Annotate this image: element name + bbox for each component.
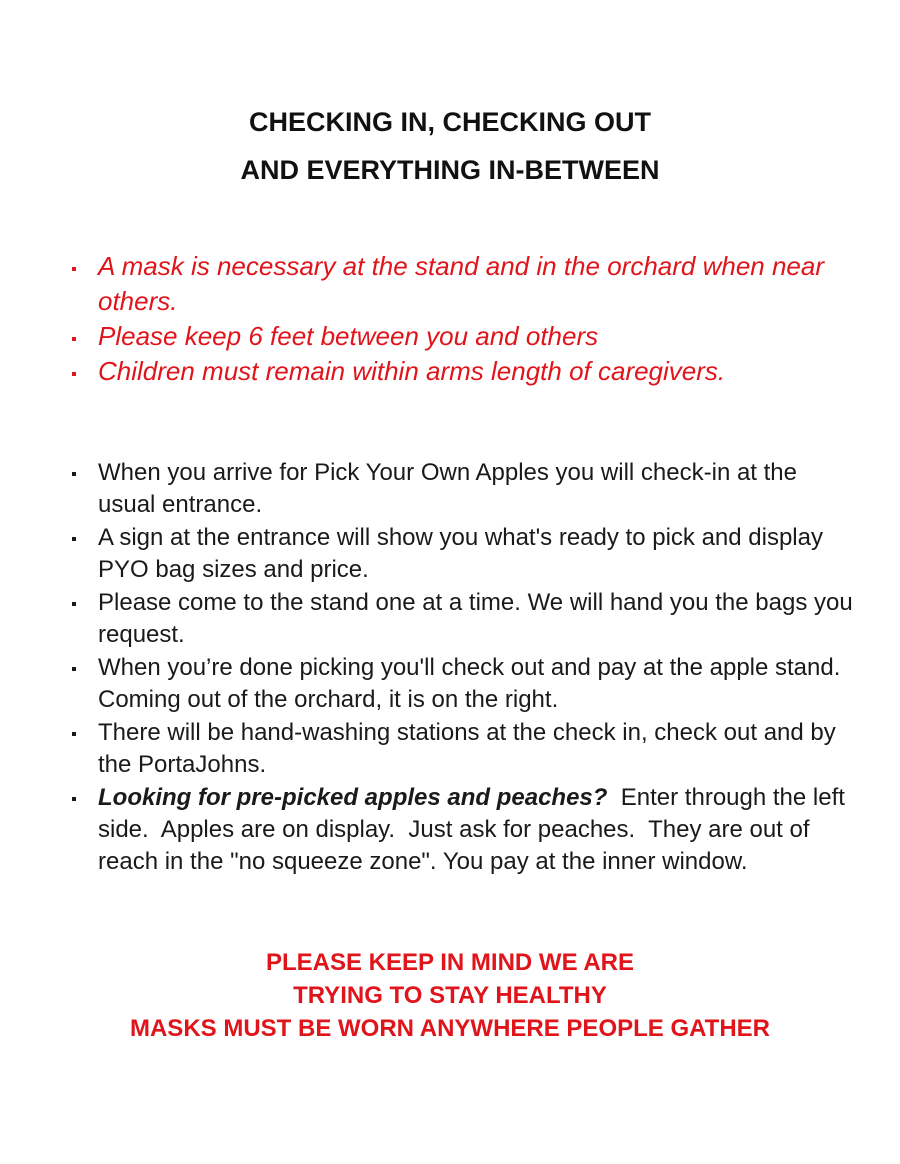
list-item (0, 457, 900, 521)
bullet-icon (72, 537, 76, 541)
safety-rule-text: Please keep 6 feet between you and others (98, 321, 599, 351)
instruction-text: When you’re done picking you'll check out and pay at the apple stand. Coming out of the orchard, it is on the right. (98, 654, 841, 713)
footer-notice-line-3: MASKS MUST BE WORN ANYWHERE PEOPLE GATHER (129, 1015, 771, 1042)
footer-notice-line-2: TRYING TO STAY HEALTHY (293, 982, 607, 1009)
list-item (0, 717, 900, 781)
instructions-list (0, 457, 900, 879)
list-item (0, 652, 900, 716)
list-item (0, 354, 900, 389)
safety-rules-list (0, 249, 900, 389)
list-item (0, 587, 900, 651)
bullet-icon (72, 267, 76, 271)
list-item (0, 249, 900, 319)
page-title-line-2: AND EVERYTHING IN-BETWEEN (240, 155, 660, 185)
footer-notice-line-1: PLEASE KEEP IN MIND WE ARE (265, 949, 635, 976)
bullet-icon (72, 667, 76, 671)
bullet-icon (72, 472, 76, 476)
bullet-icon (72, 337, 76, 341)
safety-rule-text: Children must remain within arms length of caregivers. (98, 356, 726, 386)
list-item (0, 319, 900, 354)
bullet-icon (72, 797, 76, 801)
bullet-icon (72, 602, 76, 606)
instruction-text: Please come to the stand one at a time. We will hand you the bags you request. (98, 589, 853, 648)
instruction-text: When you arrive for Pick Your Own Apples you will check-in at the usual entrance. (98, 459, 797, 518)
page-title-line-1: CHECKING IN, CHECKING OUT (248, 107, 651, 137)
bullet-icon (72, 732, 76, 736)
instruction-text: A sign at the entrance will show you what's ready to pick and display PYO bag sizes and price. (98, 524, 823, 583)
bullet-icon (72, 372, 76, 376)
list-item (0, 522, 900, 586)
safety-rule-text: A mask is necessary at the stand and in the orchard when near others. (98, 251, 824, 316)
instruction-text: Enter through the left side. Apples are on display. Just ask for peaches. They are out of reach in the "no squeeze zone". You pay at the inner window. (98, 784, 852, 875)
list-item (0, 782, 900, 878)
instruction-text: There will be hand-washing stations at the check in, check out and by the PortaJohns. (98, 719, 836, 778)
instruction-lead-text: Looking for pre-picked apples and peaches? (98, 784, 608, 811)
